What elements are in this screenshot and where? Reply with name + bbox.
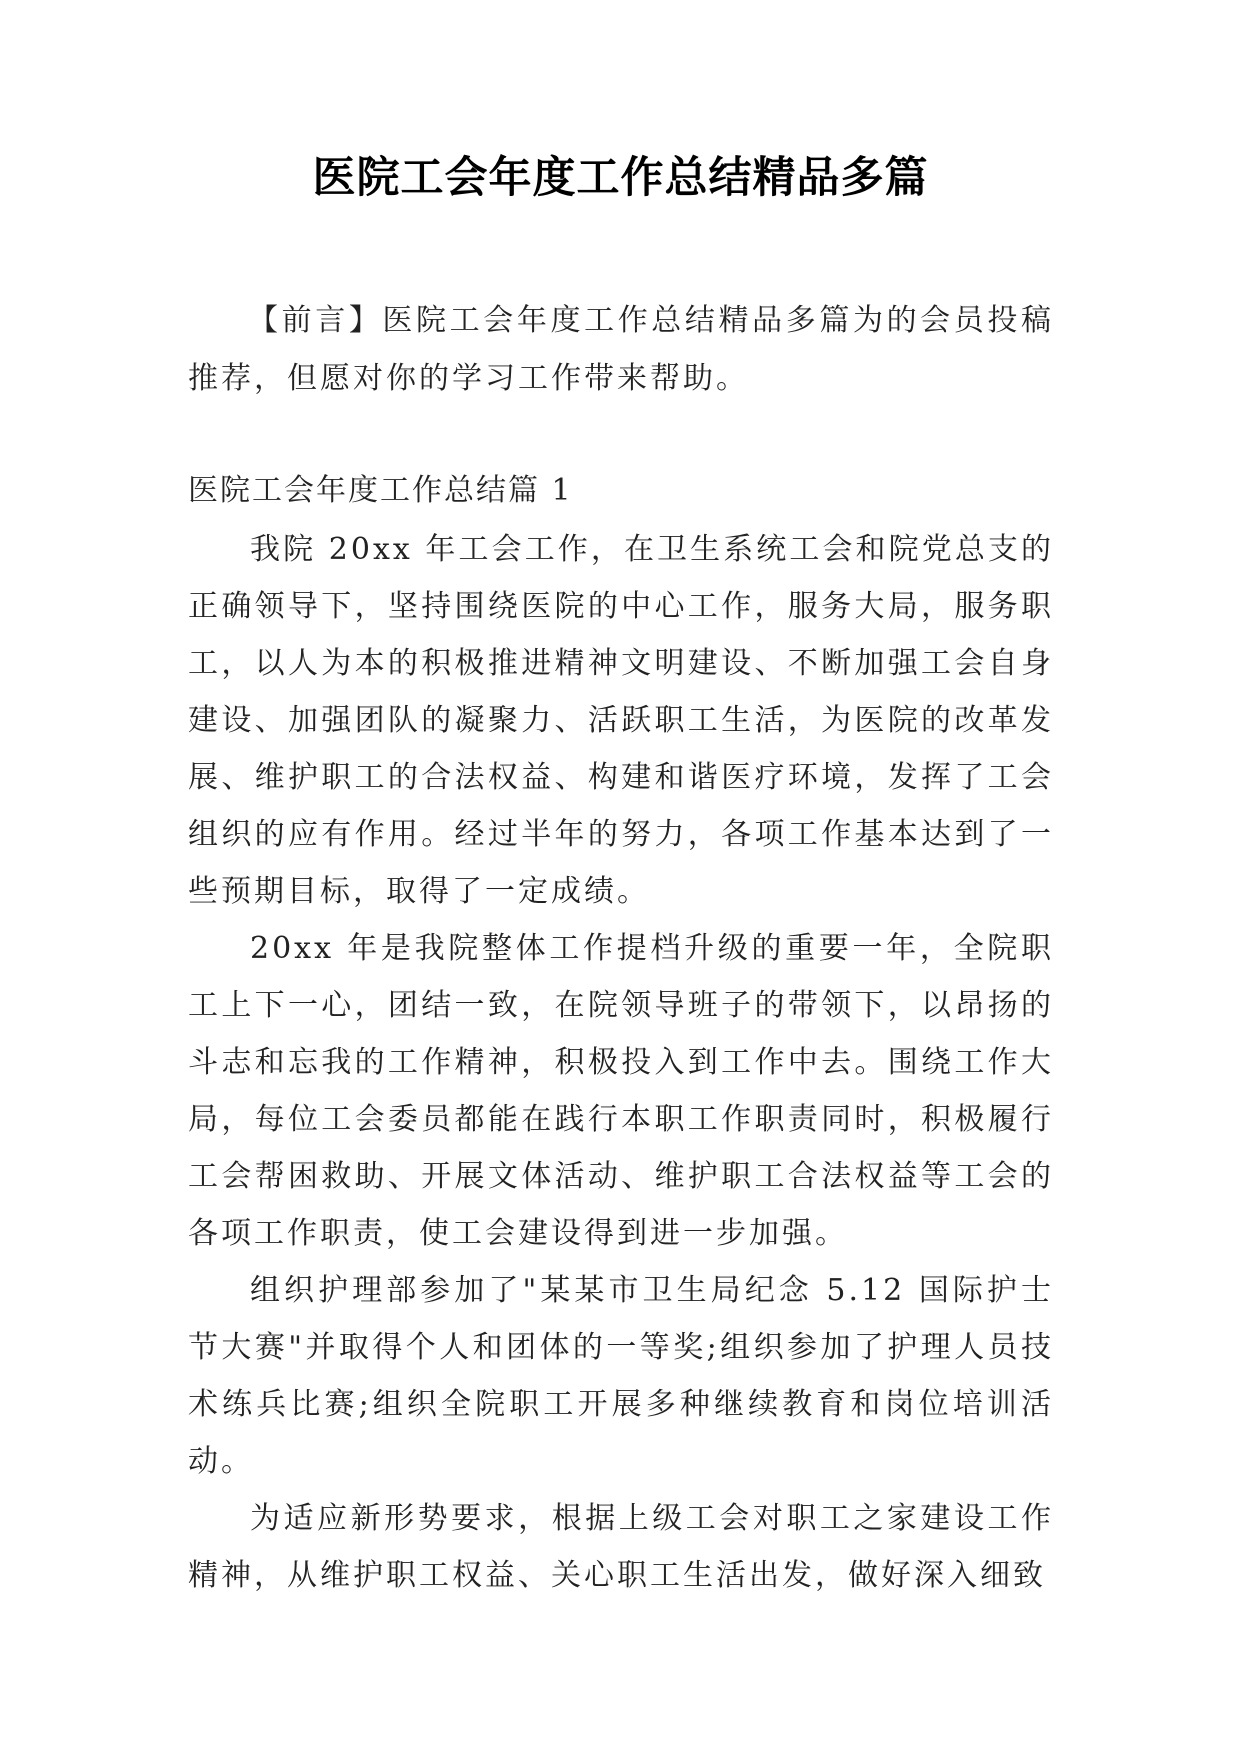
- body-paragraph: 20xx 年是我院整体工作提档升级的重要一年，全院职工上下一心，团结一致，在院领导班子的带领下，以昂扬的斗志和忘我的工作精神，积极投入到工作中去。围绕工作大局，每位工会委员都能在践行本职工作职责同时，积极履行工会帮困救助、开展文体活动、维护职工合法权益等工会的各项工作职责，使工会建设得到进一步加强。: [188, 931, 1054, 1251]
- section-heading: 医院工会年度工作总结篇 1: [188, 473, 573, 508]
- body-paragraph: 为适应新形势要求，根据上级工会对职工之家建设工作精神，从维护职工权益、关心职工生活出发，做好深入细致: [188, 1501, 1054, 1593]
- preface-paragraph: 【前言】医院工会年度工作总结精品多篇为的会员投稿推荐，但愿对你的学习工作带来帮助。: [188, 303, 1054, 396]
- body-paragraph: 我院 20xx 年工会工作，在卫生系统工会和院党总支的正确领导下，坚持围绕医院的中心工作，服务大局，服务职工，以人为本的积极推进精神文明建设、不断加强工会自身建设、加强团队的凝聚力、活跃职工生活，为医院的改革发展、维护职工的合法权益、构建和谐医疗环境，发挥了工会组织的应有作用。经过半年的努力，各项工作基本达到了一些预期目标，取得了一定成绩。: [188, 532, 1054, 909]
- body-paragraph: 组织护理部参加了"某某市卫生局纪念 5.12 国际护士节大赛"并取得个人和团体的一等奖;组织参加了护理人员技术练兵比赛;组织全院职工开展多种继续教育和岗位培训活动。: [188, 1273, 1054, 1479]
- document-title: 医院工会年度工作总结精品多篇: [312, 153, 929, 203]
- section-content: [188, 521, 1054, 1604]
